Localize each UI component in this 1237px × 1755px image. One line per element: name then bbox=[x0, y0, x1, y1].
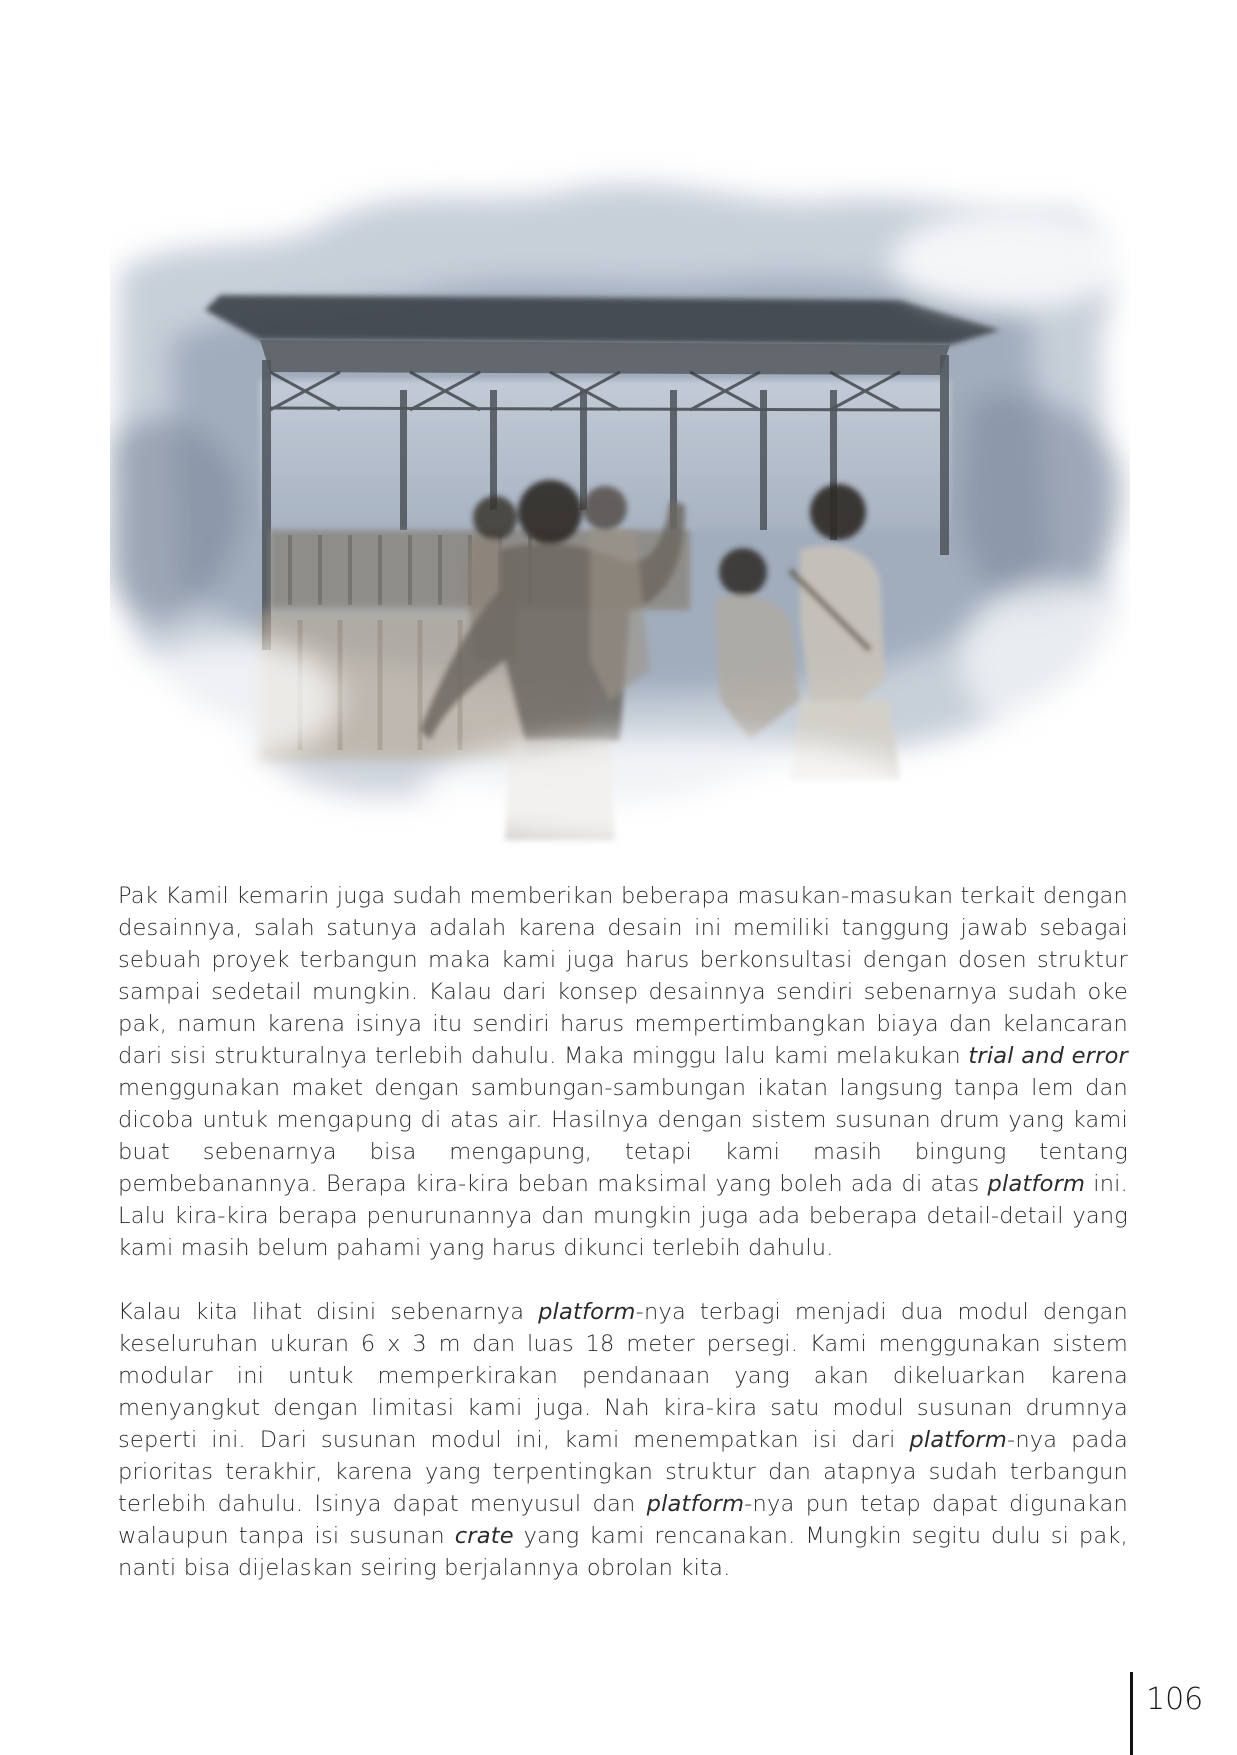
watercolor-illustration bbox=[110, 140, 1130, 850]
paragraph-1 bbox=[118, 880, 1128, 1264]
body-text bbox=[118, 880, 1128, 1584]
paragraph-2 bbox=[118, 1296, 1128, 1584]
text-span: -nya pada prioritas terakhir, karena yang terpentingkan struktur dan atapnya sudah terbangun terlebih dahulu. Isinya dapat menyusul dan bbox=[118, 1427, 1129, 1517]
page-number: 106 bbox=[1146, 1682, 1204, 1717]
italic-term: crate bbox=[454, 1523, 514, 1549]
text-span: -nya terbagi menjadi dua modul dengan keseluruhan ukuran 6 x 3 m dan luas 18 meter persegi. Kami menggunakan sistem modular ini untuk memperkirakan pendanaan yang akan dikeluarkan karena menyangkut dengan limitasi kami juga. Nah kira-kira satu modul susunan drumnya seperti ini. Dari susunan modul ini, kami menempatkan isi dari bbox=[118, 1299, 1128, 1453]
text-span: Pak Kamil kemarin juga sudah memberikan beberapa masukan-masukan terkait dengan desainnya, salah satunya adalah karena desain ini memiliki tanggung jawab sebagai sebuah proyek terbangun maka kami juga harus berkonsultasi dengan dosen struktur sampai sedetail mungkin. Kalau dari konsep desainnya sendiri sebenarnya sudah oke pak, namun karena isinya itu sendiri harus mempertimbangkan biaya dan kelancaran dari sisi strukturalnya terlebih dahulu. Maka minggu lalu kami melakukan bbox=[118, 883, 1128, 1069]
page-number-divider bbox=[1130, 1672, 1133, 1755]
italic-term: trial and error bbox=[968, 1043, 1128, 1069]
italic-term: platform bbox=[538, 1299, 636, 1325]
text-span: yang kami rencanakan. Mungkin segitu dulu si pak, nanti bisa dijelaskan seiring berjalannya obrolan kita. bbox=[118, 1523, 1128, 1581]
text-span: ini. Lalu kira-kira berapa penurunannya dan mungkin juga ada beberapa detail-detail yang kami masih belum pahami yang harus dikunci terlebih dahulu. bbox=[118, 1171, 1128, 1261]
italic-term: platform bbox=[646, 1491, 745, 1517]
text-span: -nya pun tetap dapat digunakan walaupun tanpa isi susunan bbox=[118, 1491, 1128, 1549]
text-span: Kalau kita lihat disini sebenarnya bbox=[118, 1299, 539, 1325]
italic-term: platform bbox=[909, 1427, 1007, 1453]
text-span: menggunakan maket dengan sambungan-sambungan ikatan langsung tanpa lem dan dicoba untuk mengapung di atas air. Hasilnya dengan sistem susunan drum yang kami buat sebenarnya bisa mengapung, tetapi kami masih bingung tentang pembebanannya. Berapa kira-kira beban maksimal yang boleh ada di atas bbox=[118, 1075, 1128, 1197]
italic-term: platform bbox=[987, 1171, 1086, 1197]
